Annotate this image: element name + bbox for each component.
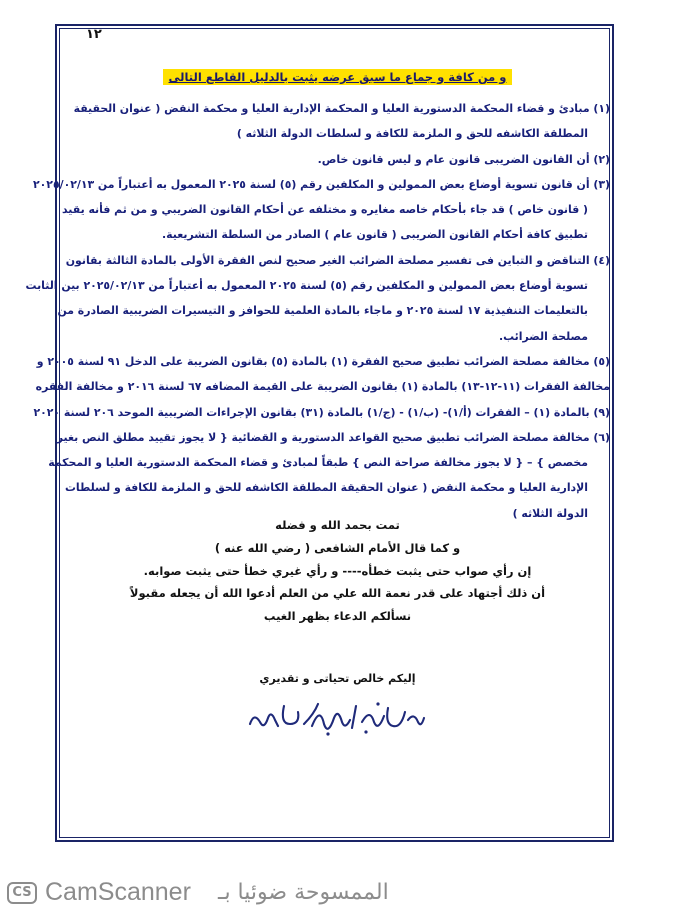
- finding-line: (٢) أن القانون الضريبى قانون عام و ليس قانون خاص.: [317, 152, 610, 166]
- finding-line: مخالفة الفقرات (١١-١٢-١٣) بالمادة (١) بقانون الضريبة على القيمة المضافه ٦٧ لسنة ٢٠١٦ و مخالفة الفقره: [35, 380, 610, 394]
- closing-line: و كما قال الأمام الشافعى ( رضي الله عنه ): [214, 540, 461, 555]
- closing-section: [60, 514, 615, 628]
- finding-line: (٣) أن قانون تسوية أوضاع بعض الممولين و المكلفين رقم (٥) لسنة ٢٠٢٥ المعمول به أعتباراً من ٢٠٢٥/٠٢/١٣: [33, 177, 610, 191]
- finding-line: تطبيق كافة أحكام القانون الضريبى ( قانون عام ) الصادر من السلطة التشريعية.: [162, 228, 588, 242]
- regards-line: إليكم خالص تحياتى و تقديري: [259, 672, 416, 685]
- handwritten-signature: [60, 694, 615, 744]
- closing-line: أن ذلك أجتهاد على قدر نعمة الله علي من العلم أدعوا الله أن يجعله مقبولاً: [129, 586, 546, 601]
- page-number: ١٢: [86, 27, 102, 42]
- finding-line: (٥) مخالفة مصلحة الضرائب تطبيق صحيح الفقرة (١) بالمادة (٥) بقانون الضريبة على الدخل ٩١ لسنة ٢٠٠٥ و: [36, 354, 610, 368]
- camscanner-logo-icon: CS: [7, 882, 37, 904]
- heading-container: [0, 66, 675, 85]
- finding-line: المطلقة الكاشفه للحق و الملزمة للكافة و لسلطات الدولة الثلاثه ): [236, 127, 588, 141]
- finding-line: (١) مبادئ و قضاء المحكمة الدستورية العليا و المحكمة الإدارية العليا و محكمة النقض ( عنوان الحقيقة: [73, 102, 610, 115]
- numbered-findings: [25, 96, 610, 526]
- finding-line: (٦) مخالفة مصلحة الضرائب تطبيق صحيح القواعد الدستورية و القضائية { لا يجوز تقييد مطلق النص بغير: [56, 430, 610, 444]
- signature-image: [238, 694, 438, 740]
- finding-line: بالتعليمات التنفيذية ١٧ لسنة ٢٠٢٥ و ماجاء بالمادة العلمية للحوافز و التيسيرات الضريبية الصادرة من: [57, 304, 588, 318]
- finding-line: تسوية أوضاع بعض الممولين و المكلفين رقم (٥) لسنة ٢٠٢٥ المعمول به أعتباراً من ٢٠٢٥/٠٢/١٣ بين الثابت: [25, 279, 588, 293]
- finding-line: ( قانون خاص ) قد جاء بأحكام خاصه مغايره و مختلفه عن أحكام القانون الضريبي و من ثم فأنه يقيد: [62, 203, 588, 217]
- finding-line: (٤) التناقض و التباين فى تفسير مصلحة الضرائب الغير صحيح لنص الفقرة الأولى بالمادة الثالثة بقانون: [65, 253, 610, 267]
- highlighted-heading: و من كافة و جماع ما سبق عرضه يثبت بالدليل القاطع التالى: [163, 69, 513, 85]
- finding-line: مخصص } – { لا يجوز مخالفة صراحة النص } طبقاً لمبادئ و قضاء المحكمة الدستورية العليا و المحكمة: [48, 456, 588, 470]
- finding-line: الدولة الثلاثه ): [512, 506, 588, 520]
- closing-line: نسألكم الدعاء بظهر الغيب: [263, 609, 412, 624]
- finding-line: مصلحة الضرائب.: [499, 329, 588, 343]
- camscanner-brand: CamScanner: [45, 878, 191, 906]
- finding-line: (٩) بالمادة (١) – الفقرات (أ/١)- (ب/١) - (ج/١) بالمادة (٣١) بقانون الإجراءات الضريبية الموحد ٢٠٦ لسنة ٢٠٢٠: [33, 405, 610, 419]
- closing-line: تمت بحمد الله و فضله: [275, 518, 400, 532]
- finding-line: الإدارية العليا و محكمة النقض ( عنوان الحقيقة المطلقة الكاشفه للحق و الملزمة للكافة و لسلطات: [64, 481, 588, 495]
- scanner-footer: [0, 868, 675, 908]
- camscanner-caption: الممسوحة ضوئيا بـ: [218, 880, 389, 905]
- closing-line: إن رأي صواب حتى يثبت خطأه---- و رأي غيري خطأ حتى يثبت صوابه.: [143, 563, 532, 578]
